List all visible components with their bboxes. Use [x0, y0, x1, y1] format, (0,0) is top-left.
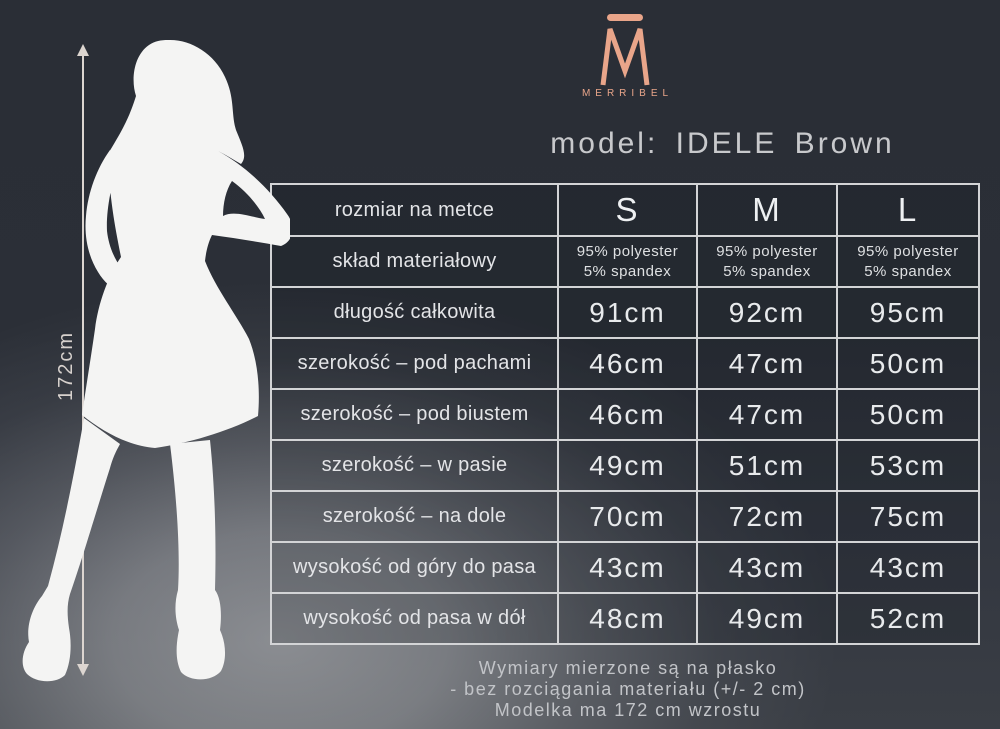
composition-line: 95% polyester: [576, 243, 679, 260]
measurement-value: 50cm: [837, 338, 979, 389]
measurement-value: 49cm: [558, 440, 697, 491]
measurement-value: 47cm: [697, 338, 837, 389]
measurement-value: 95cm: [837, 287, 979, 338]
model-silhouette: [20, 38, 290, 688]
composition-cell: [558, 236, 697, 287]
measurement-value: 92cm: [697, 287, 837, 338]
size-table: [270, 183, 980, 645]
measurement-value: 75cm: [837, 491, 979, 542]
row-label: szerokość – pod biustem: [271, 389, 558, 440]
size-m-header: M: [697, 184, 837, 236]
measurement-value: 47cm: [697, 389, 837, 440]
measurement-value: 72cm: [697, 491, 837, 542]
measurement-value: 43cm: [837, 542, 979, 593]
table-row: [271, 389, 979, 440]
measurement-value: 48cm: [558, 593, 697, 644]
silhouette-left-leg: [23, 418, 120, 681]
measurement-value: 70cm: [558, 491, 697, 542]
logo-bar-icon: [607, 14, 643, 21]
measurement-value: 49cm: [697, 593, 837, 644]
measurement-notes: [328, 658, 928, 721]
table-row: [271, 440, 979, 491]
measurement-value: 46cm: [558, 389, 697, 440]
composition-line: 5% spandex: [723, 262, 811, 280]
size-l-header: L: [837, 184, 979, 236]
size-s-header: S: [558, 184, 697, 236]
measurement-value: 46cm: [558, 338, 697, 389]
measurement-value: 53cm: [837, 440, 979, 491]
measurement-value: 52cm: [837, 593, 979, 644]
row-label: szerokość – pod pachami: [271, 338, 558, 389]
measurement-value: 51cm: [697, 440, 837, 491]
row-label: wysokość od góry do pasa: [271, 542, 558, 593]
silhouette-body: [82, 40, 290, 448]
note-line: Wymiary mierzone są na płasko: [478, 658, 778, 678]
model-height-label: 172cm: [55, 330, 77, 402]
row-label: szerokość – w pasie: [271, 440, 558, 491]
page-title: model: IDELE Brown: [550, 127, 895, 160]
note-line: Modelka ma 172 cm wzrostu: [494, 700, 762, 720]
composition-cell: [837, 236, 979, 287]
composition-line: 95% polyester: [716, 243, 818, 260]
table-row: [271, 542, 979, 593]
row-label: wysokość od pasa w dół: [271, 593, 558, 644]
composition-line: 5% spandex: [864, 262, 952, 280]
table-row: [271, 491, 979, 542]
measurement-value: 50cm: [837, 389, 979, 440]
row-label: skład materiałowy: [271, 236, 558, 287]
table-row: [271, 236, 979, 287]
composition-cell: [697, 236, 837, 287]
composition-line: 5% spandex: [583, 262, 672, 280]
composition-line: 95% polyester: [857, 243, 959, 260]
table-row: [271, 184, 979, 236]
silhouette-right-leg: [170, 440, 225, 679]
measurement-value: 43cm: [697, 542, 837, 593]
measurement-value: 91cm: [558, 287, 697, 338]
table-row: [271, 593, 979, 644]
table-row: [271, 287, 979, 338]
note-line: - bez rozciągania materiału (+/- 2 cm): [450, 679, 806, 699]
row-label: rozmiar na metce: [271, 184, 558, 236]
brand-name: MERRIBEL: [581, 88, 674, 99]
brand-logo: [545, 14, 705, 99]
row-label: długość całkowita: [271, 287, 558, 338]
logo-m-icon: [599, 26, 651, 86]
measurement-value: 43cm: [558, 542, 697, 593]
table-row: [271, 338, 979, 389]
row-label: szerokość – na dole: [271, 491, 558, 542]
